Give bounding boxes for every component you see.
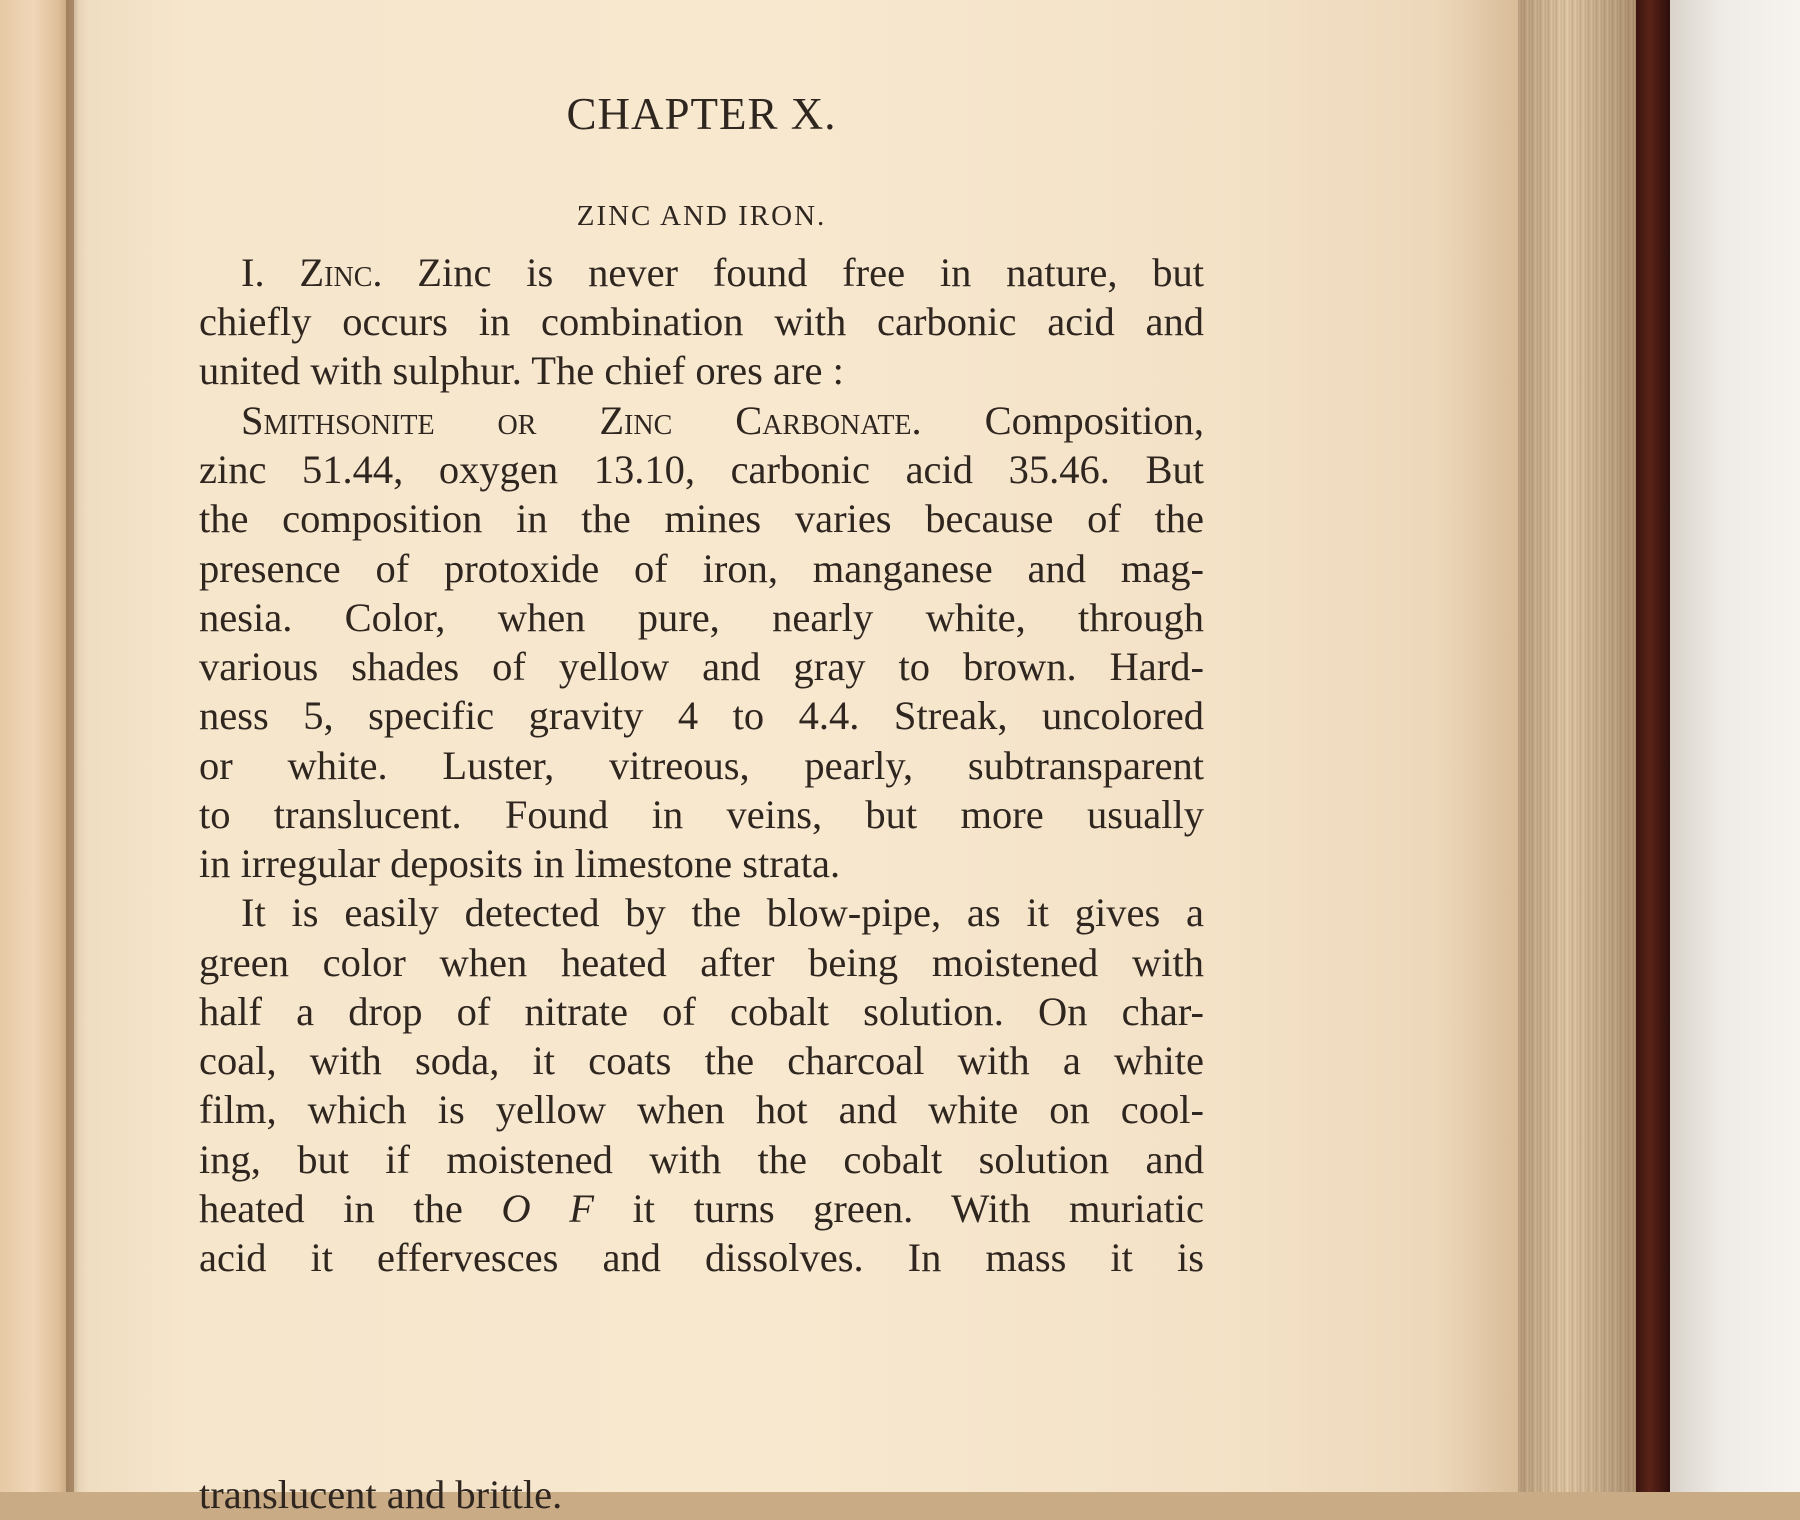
- text-line: presence of protoxide of iron, manganese and mag-: [199, 546, 1204, 591]
- chapter-title: CHAPTER X.: [566, 89, 837, 139]
- book-page-edges-shade: [1518, 0, 1638, 1492]
- text-line: chiefly occurs in combination with carbonic acid and: [199, 299, 1204, 344]
- text-line: heated in the O F it turns green. With muriatic: [199, 1186, 1204, 1231]
- text-line: half a drop of nitrate of cobalt solution. On char-: [199, 989, 1204, 1034]
- text-line: film, which is yellow when hot and white on cool-: [199, 1087, 1204, 1132]
- previous-page-edge: [0, 0, 74, 1492]
- text-line: green color when heated after being moistened with: [199, 940, 1204, 985]
- text-line: acid it effervesces and dissolves. In mass it is: [199, 1235, 1204, 1280]
- oxidizing-flame-abbreviation: O F: [501, 1186, 594, 1231]
- text-line: coal, with soda, it coats the charcoal with a white: [199, 1038, 1204, 1083]
- text-line-cut-off: translucent and brittle.: [199, 1472, 563, 1517]
- text-line: ing, but if moistened with the cobalt solution and: [199, 1137, 1204, 1182]
- text-line: united with sulphur. The chief ores are :: [199, 348, 844, 393]
- book-gutter: [66, 0, 88, 1492]
- section-heading-zinc: Zinc.: [299, 250, 383, 295]
- text-line: zinc 51.44, oxygen 13.10, carbonic acid 35.46. But: [199, 447, 1204, 492]
- text-line: I. Zinc. Zinc is never found free in nature, but: [241, 250, 1204, 295]
- text-line: It is easily detected by the blow-pipe, as it gives a: [241, 890, 1204, 935]
- text-line: the composition in the mines varies because of the: [199, 496, 1204, 541]
- book-cover-edge: [1636, 0, 1670, 1492]
- text-line: Smithsonite or Zinc Carbonate. Composition,: [241, 398, 1204, 443]
- chapter-subtitle: ZINC AND IRON.: [576, 200, 827, 232]
- background-surface: [1670, 0, 1800, 1492]
- text-line: to translucent. Found in veins, but more usually: [199, 792, 1204, 837]
- text-line: in irregular deposits in limestone strata.: [199, 841, 841, 886]
- text-line: ness 5, specific gravity 4 to 4.4. Streak, uncolored: [199, 693, 1204, 738]
- mineral-heading: Smithsonite or Zinc Carbonate.: [241, 398, 922, 443]
- text-line: or white. Luster, vitreous, pearly, subtransparent: [199, 743, 1204, 788]
- page-curve-shadow: [1440, 0, 1520, 1492]
- text-line: various shades of yellow and gray to brown. Hard-: [199, 644, 1204, 689]
- text-line: nesia. Color, when pure, nearly white, through: [199, 595, 1204, 640]
